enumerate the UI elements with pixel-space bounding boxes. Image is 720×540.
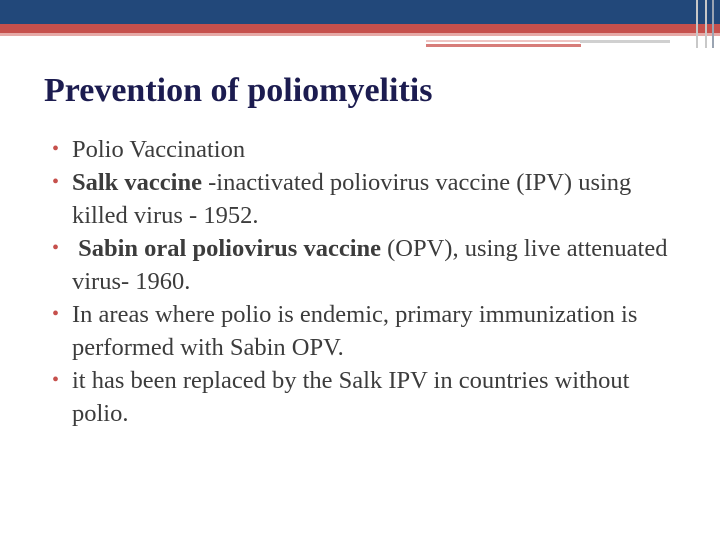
header-bar bbox=[0, 0, 720, 24]
bullet-text: In areas where polio is endemic, primary immunization is performed with Sabin OPV. bbox=[72, 301, 638, 361]
header-accent-line-gray bbox=[580, 40, 670, 43]
slide-title: Prevention of poliomyelitis bbox=[44, 72, 433, 109]
bullet-item bbox=[52, 298, 692, 364]
header-accent-band bbox=[0, 24, 720, 33]
bullet-text: it has been replaced by the Salk IPV in countries without polio. bbox=[72, 367, 630, 427]
bullet-bold-text: Salk vaccine bbox=[72, 169, 202, 196]
bullet-list bbox=[52, 133, 692, 430]
bullet-item bbox=[52, 133, 692, 166]
bullet-item bbox=[52, 364, 692, 430]
bullet-icon: • bbox=[52, 237, 60, 259]
bullet-text: (OPV), using live attenuated virus- 1960. bbox=[72, 235, 668, 295]
header-accent-line-red bbox=[426, 44, 581, 47]
bullet-icon: • bbox=[52, 171, 60, 193]
bullet-text: Polio Vaccination bbox=[72, 136, 246, 163]
header-accent-thin bbox=[0, 33, 720, 36]
bullet-icon: • bbox=[52, 303, 60, 325]
header-vertical-line bbox=[696, 0, 698, 48]
bullet-icon: • bbox=[52, 369, 60, 391]
header-vertical-line bbox=[712, 0, 714, 48]
bullet-text: -inactivated poliovirus vaccine (IPV) using killed virus - 1952. bbox=[72, 169, 632, 229]
bullet-icon: • bbox=[52, 138, 60, 160]
bullet-bold-text: Sabin oral poliovirus vaccine bbox=[72, 235, 382, 262]
bullet-item bbox=[52, 166, 692, 232]
bullet-item bbox=[52, 232, 692, 298]
header-vertical-line bbox=[705, 0, 707, 48]
